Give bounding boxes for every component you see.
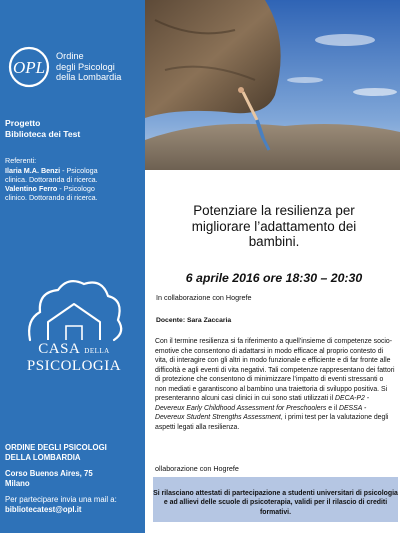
header-photo [145, 0, 400, 170]
casa-della-psicologia-text: CASA DELLA PSICOLOGIA [26, 341, 122, 374]
email-link[interactable]: bibliotecatest@opl.it [5, 505, 82, 514]
event-description: Con il termine resilienza si fa riferimento a quell’insieme di competenze socio-emotive che consentono di adattarsi in modo efficace al proprio contesto di vita, di interagire con gli altri in modo funzionale e efficiente e di far fronte alle difficoltà e agli eventi di vita negativi. Tali competenze rappresentano dei fattori di protezione che consentono di minimizzare l’impatto di eventi stressanti o non mediati e garantiscono al bambino una traiettoria di sviluppo positiva. Si presenteranno alcuni casi clinici in cui sono stati utilizzati il DECA-P2 - Devereux Early Childhood Assessment for Preschoolers e il DESSA - Devereux Student Strengths Assessment, i primi test per la valutazione degli aspetti legati alla resilienza. [155, 338, 395, 431]
teacher-name: Docente: Sara Zaccaria [156, 317, 232, 324]
collaboration-note: In collaborazione con Hogrefe [156, 293, 252, 302]
referents-label: Referenti: [5, 156, 37, 165]
event-title: Potenziare la resilienza per migliorare l’adattamento dei bambini. [191, 203, 357, 249]
organization-name: Ordine degli Psicologi della Lombardia [56, 51, 122, 82]
opl-logo-letters: OPL [12, 58, 46, 77]
referents [5, 156, 143, 202]
project-title: Progetto Biblioteca dei Test [5, 118, 81, 139]
referent-2: Valentino Ferro - Psicologo clinico. Dottorando di ricerca. [5, 184, 98, 202]
referent-1: Ilaria M.A. Benzi - Psicologa clinica. Dottoranda di ricerca. [5, 166, 98, 184]
event-date: 6 aprile 2016 ore 18:30 – 20:30 [185, 271, 363, 285]
credits-notice: Si rilasciano attestati di partecipazione a studenti universitari di psicologia e ad allievi delle scuole di psicoterapia, validi per il rilascio di crediti formativi. [153, 477, 398, 522]
collaboration-footer: ollaborazione con Hogrefe [155, 464, 239, 473]
opl-logo [8, 46, 50, 88]
address-block: ORDINE DEGLI PSICOLOGI DELLA LOMBARDIA Corso Buenos Aires, 75 Milano Per partecipare invia una mail a: bibliotecatest@opl.it [5, 443, 117, 514]
sidebar [0, 0, 145, 533]
